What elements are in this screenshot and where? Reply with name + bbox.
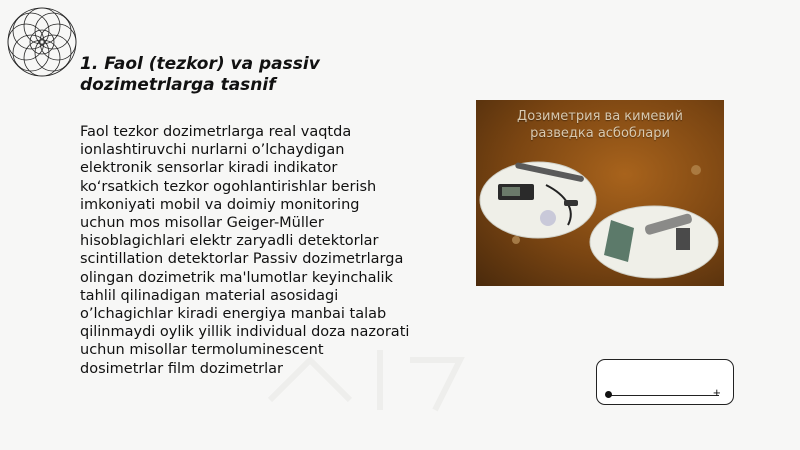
slide-title-line-2: dozimetrlarga tasnif bbox=[80, 75, 276, 95]
slide-title-line-1: 1. Faol (tezkor) va passiv bbox=[80, 54, 320, 74]
geometric-rosette-icon bbox=[4, 4, 80, 80]
photo-caption: Дозиметрия ва кимевий разведка асбоблари bbox=[517, 109, 683, 141]
slide-title bbox=[80, 54, 380, 96]
slider-start-dot-icon[interactable] bbox=[605, 391, 612, 398]
slider-widget[interactable] bbox=[596, 359, 734, 405]
plus-icon[interactable]: + bbox=[713, 385, 721, 400]
slide-body-text: Faol tezkor dozimetrlarga real vaqtda ionlashtiruvchi nurlarni o’lchaydigan elektronik sensorlar kiradi indikator ko‘rsatkich tezkor ogohlantirishlar berish imkoniyati mobil va doimiy monitoring uchun mos misollar Geiger-Müller hisoblagichlari elektr zaryadli detektorlar scintillation detektorlar Passiv dozimetrlarga olingan dozimetrik ma'lumotlar keyinchalik tahlil qilinadigan material asosidagi o’lchagichlar kiradi energiya manbai talab qilinmaydi oylik yillik individual doza nazorati uchun misollar termoluminescent dosimetrlar film dozimetrlar bbox=[80, 124, 410, 377]
slider-track[interactable] bbox=[608, 395, 719, 396]
dosimeter-photo bbox=[476, 100, 724, 286]
